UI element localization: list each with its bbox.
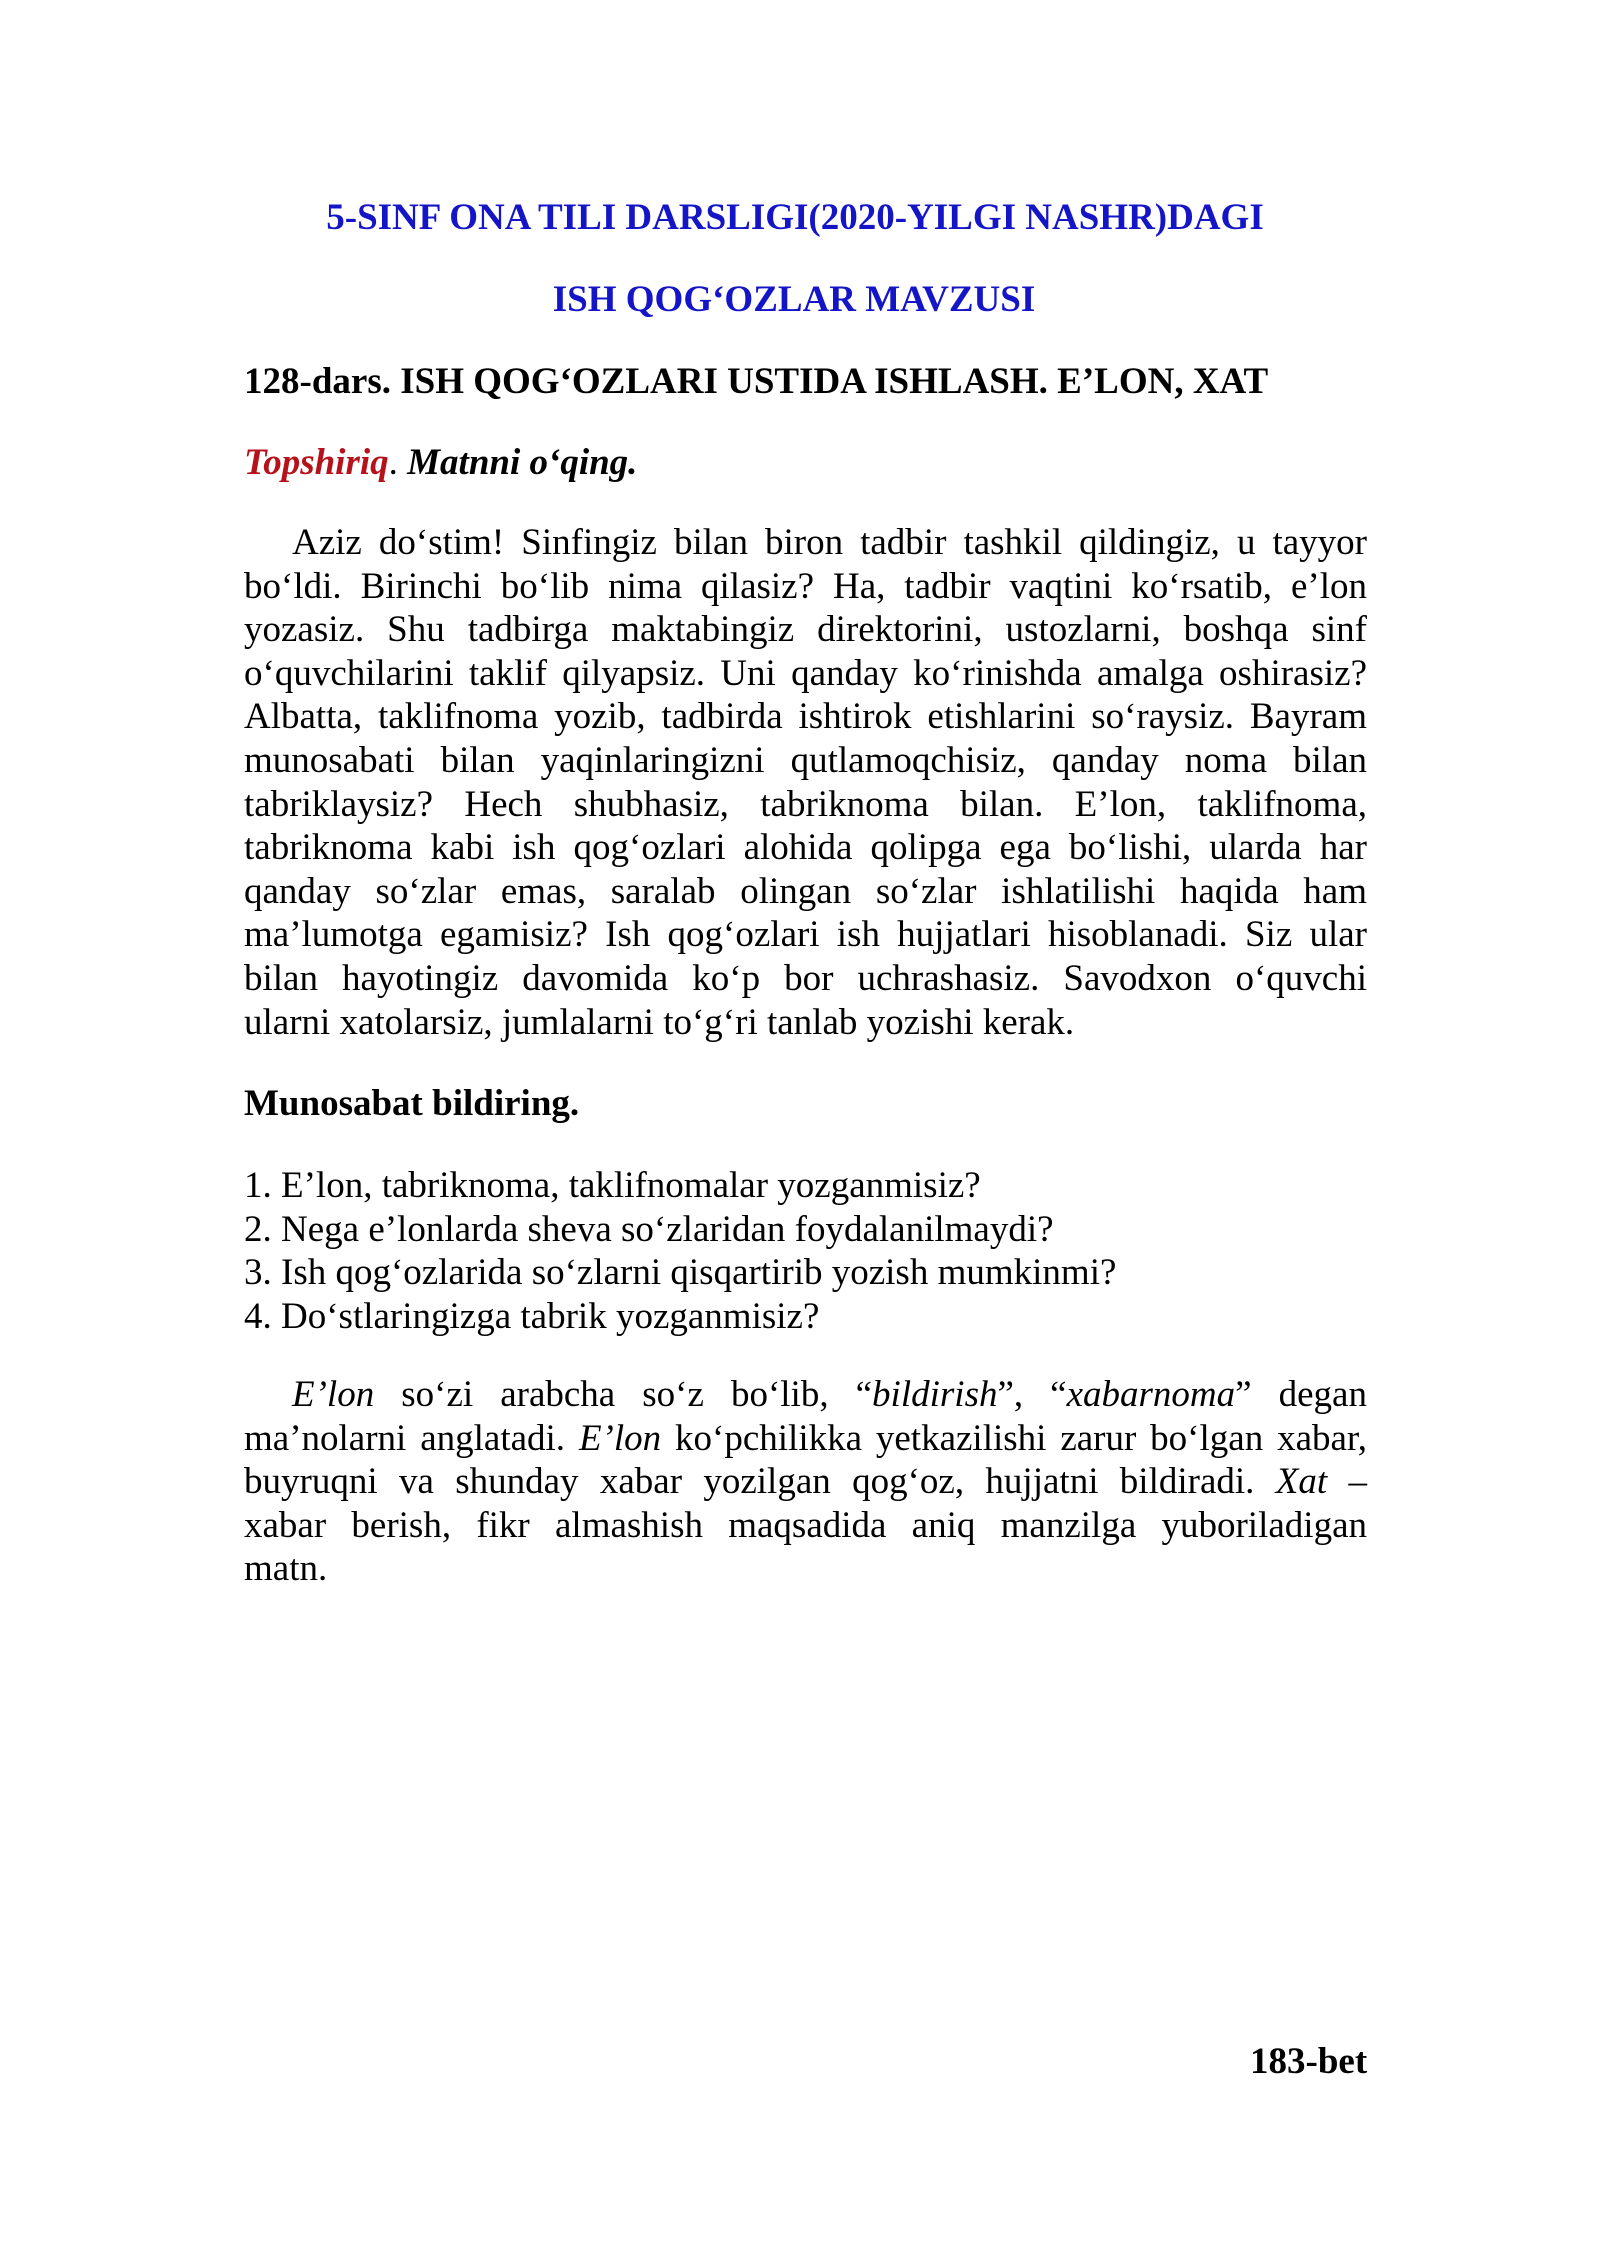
document-title-line-2: ISH QOG‘OZLAR MAVZUSI xyxy=(552,279,1036,320)
question-item: 1. E’lon, tabriknoma, taklifnomalar yozganmisiz? xyxy=(244,1165,981,1206)
text-run: buyruqni va shunday xabar yozilgan qog‘oz, hujjatni bildiradi. xyxy=(244,1461,1276,1503)
question-item: 4. Do‘stlaringizga tabrik yozganmisiz? xyxy=(244,1295,820,1337)
paragraph-line: ma’lumotga egamisiz? Ish qog‘ozlari ish hujjatlari hisoblanadi. Siz ular xyxy=(244,914,1367,956)
lesson-title: 128-dars. ISH QOG‘OZLARI USTIDA ISHLASH. E’LON, XAT xyxy=(244,361,1269,402)
paragraph-line: yozasiz. Shu tadbirga maktabingiz direktorini, ustozlarni, boshqa sinf xyxy=(244,609,1367,651)
paragraph-line: matn. xyxy=(244,1548,328,1590)
question-list xyxy=(244,1164,1116,1338)
paragraph-line: o‘quvchilarini taklif qilyapsiz. Uni qanday ko‘rinishda amalga oshirasiz? xyxy=(244,652,1367,694)
task-label: Topshiriq xyxy=(244,442,389,483)
question-item: 3. Ish qog‘ozlarida so‘zlarni qisqartirib yozish mumkinmi? xyxy=(244,1252,1117,1294)
paragraph-line: tabriknoma kabi ish qog‘ozlari alohida qolipga ega bo‘lishi, ularda har xyxy=(244,827,1367,869)
paragraph-line xyxy=(244,1460,1367,1504)
paragraph-line: qanday so‘zlar emas, saralab olingan so‘zlar ishlatilishi haqida ham xyxy=(244,870,1367,912)
paragraph-line: Aziz do‘stim! Sinfingiz bilan biron tadbir tashkil qildingiz, u tayyor xyxy=(292,522,1367,563)
task-instruction xyxy=(244,441,637,485)
text-run: ko‘pchilikka yetkazilishi zarur bo‘lgan xabar, xyxy=(661,1417,1368,1459)
paragraph-line: xabar berish, fikr almashish maqsadida aniq manzilga yuboriladigan xyxy=(244,1504,1367,1546)
text-run: so‘zi arabcha so‘z bo‘lib, “ xyxy=(374,1374,873,1415)
question-item: 2. Nega e’lonlarda sheva so‘zlaridan foydalanilmaydi? xyxy=(244,1208,1054,1250)
paragraph-line: tabriklaysiz? Hech shubhasiz, tabriknoma bilan. E’lon, taklifnoma, xyxy=(244,783,1367,825)
intro-paragraph xyxy=(244,521,1367,1044)
term-italic: E’lon xyxy=(292,1374,375,1415)
paragraph-line xyxy=(244,1373,1367,1417)
text-run: ” degan xyxy=(1235,1374,1367,1415)
paragraph-line xyxy=(244,1417,1367,1461)
text-run: ma’nolarni anglatadi. xyxy=(244,1417,579,1459)
document-title-line-1: 5-SINF ONA TILI DARSLIGI(2020-YILGI NASHR)DAGI xyxy=(326,197,1264,238)
term-italic: Xat xyxy=(1275,1461,1328,1503)
definition-paragraph xyxy=(244,1373,1367,1591)
paragraph-line: munosabati bilan yaqinlaringizni qutlamoqchisiz, qanday noma bilan xyxy=(244,739,1367,781)
text-run: – xyxy=(1327,1461,1367,1503)
paragraph-line: bilan hayotingiz davomida ko‘p bor uchrashasiz. Savodxon o‘quvchi xyxy=(244,957,1367,999)
task-text: Matnni o‘qing. xyxy=(407,442,638,483)
paragraph-line: ularni xatolarsiz, jumlalarni to‘g‘ri tanlab yozishi kerak. xyxy=(244,1001,1075,1043)
page-number: 183-bet xyxy=(1250,2041,1368,2082)
task-separator: . xyxy=(388,442,408,483)
text-run: ”, “ xyxy=(997,1374,1067,1415)
term-italic: E’lon xyxy=(578,1417,662,1459)
section-heading: Munosabat bildiring. xyxy=(244,1083,580,1124)
paragraph-line: Albatta, taklifnoma yozib, tadbirda ishtirok etishlarini so‘raysiz. Bayram xyxy=(244,696,1367,738)
paragraph-line: bo‘ldi. Birinchi bo‘lib nima qilasiz? Ha, tadbir vaqtini ko‘rsatib, e’lon xyxy=(244,565,1367,607)
term-italic: bildirish xyxy=(872,1374,998,1415)
term-italic: xabarnoma xyxy=(1066,1374,1236,1415)
